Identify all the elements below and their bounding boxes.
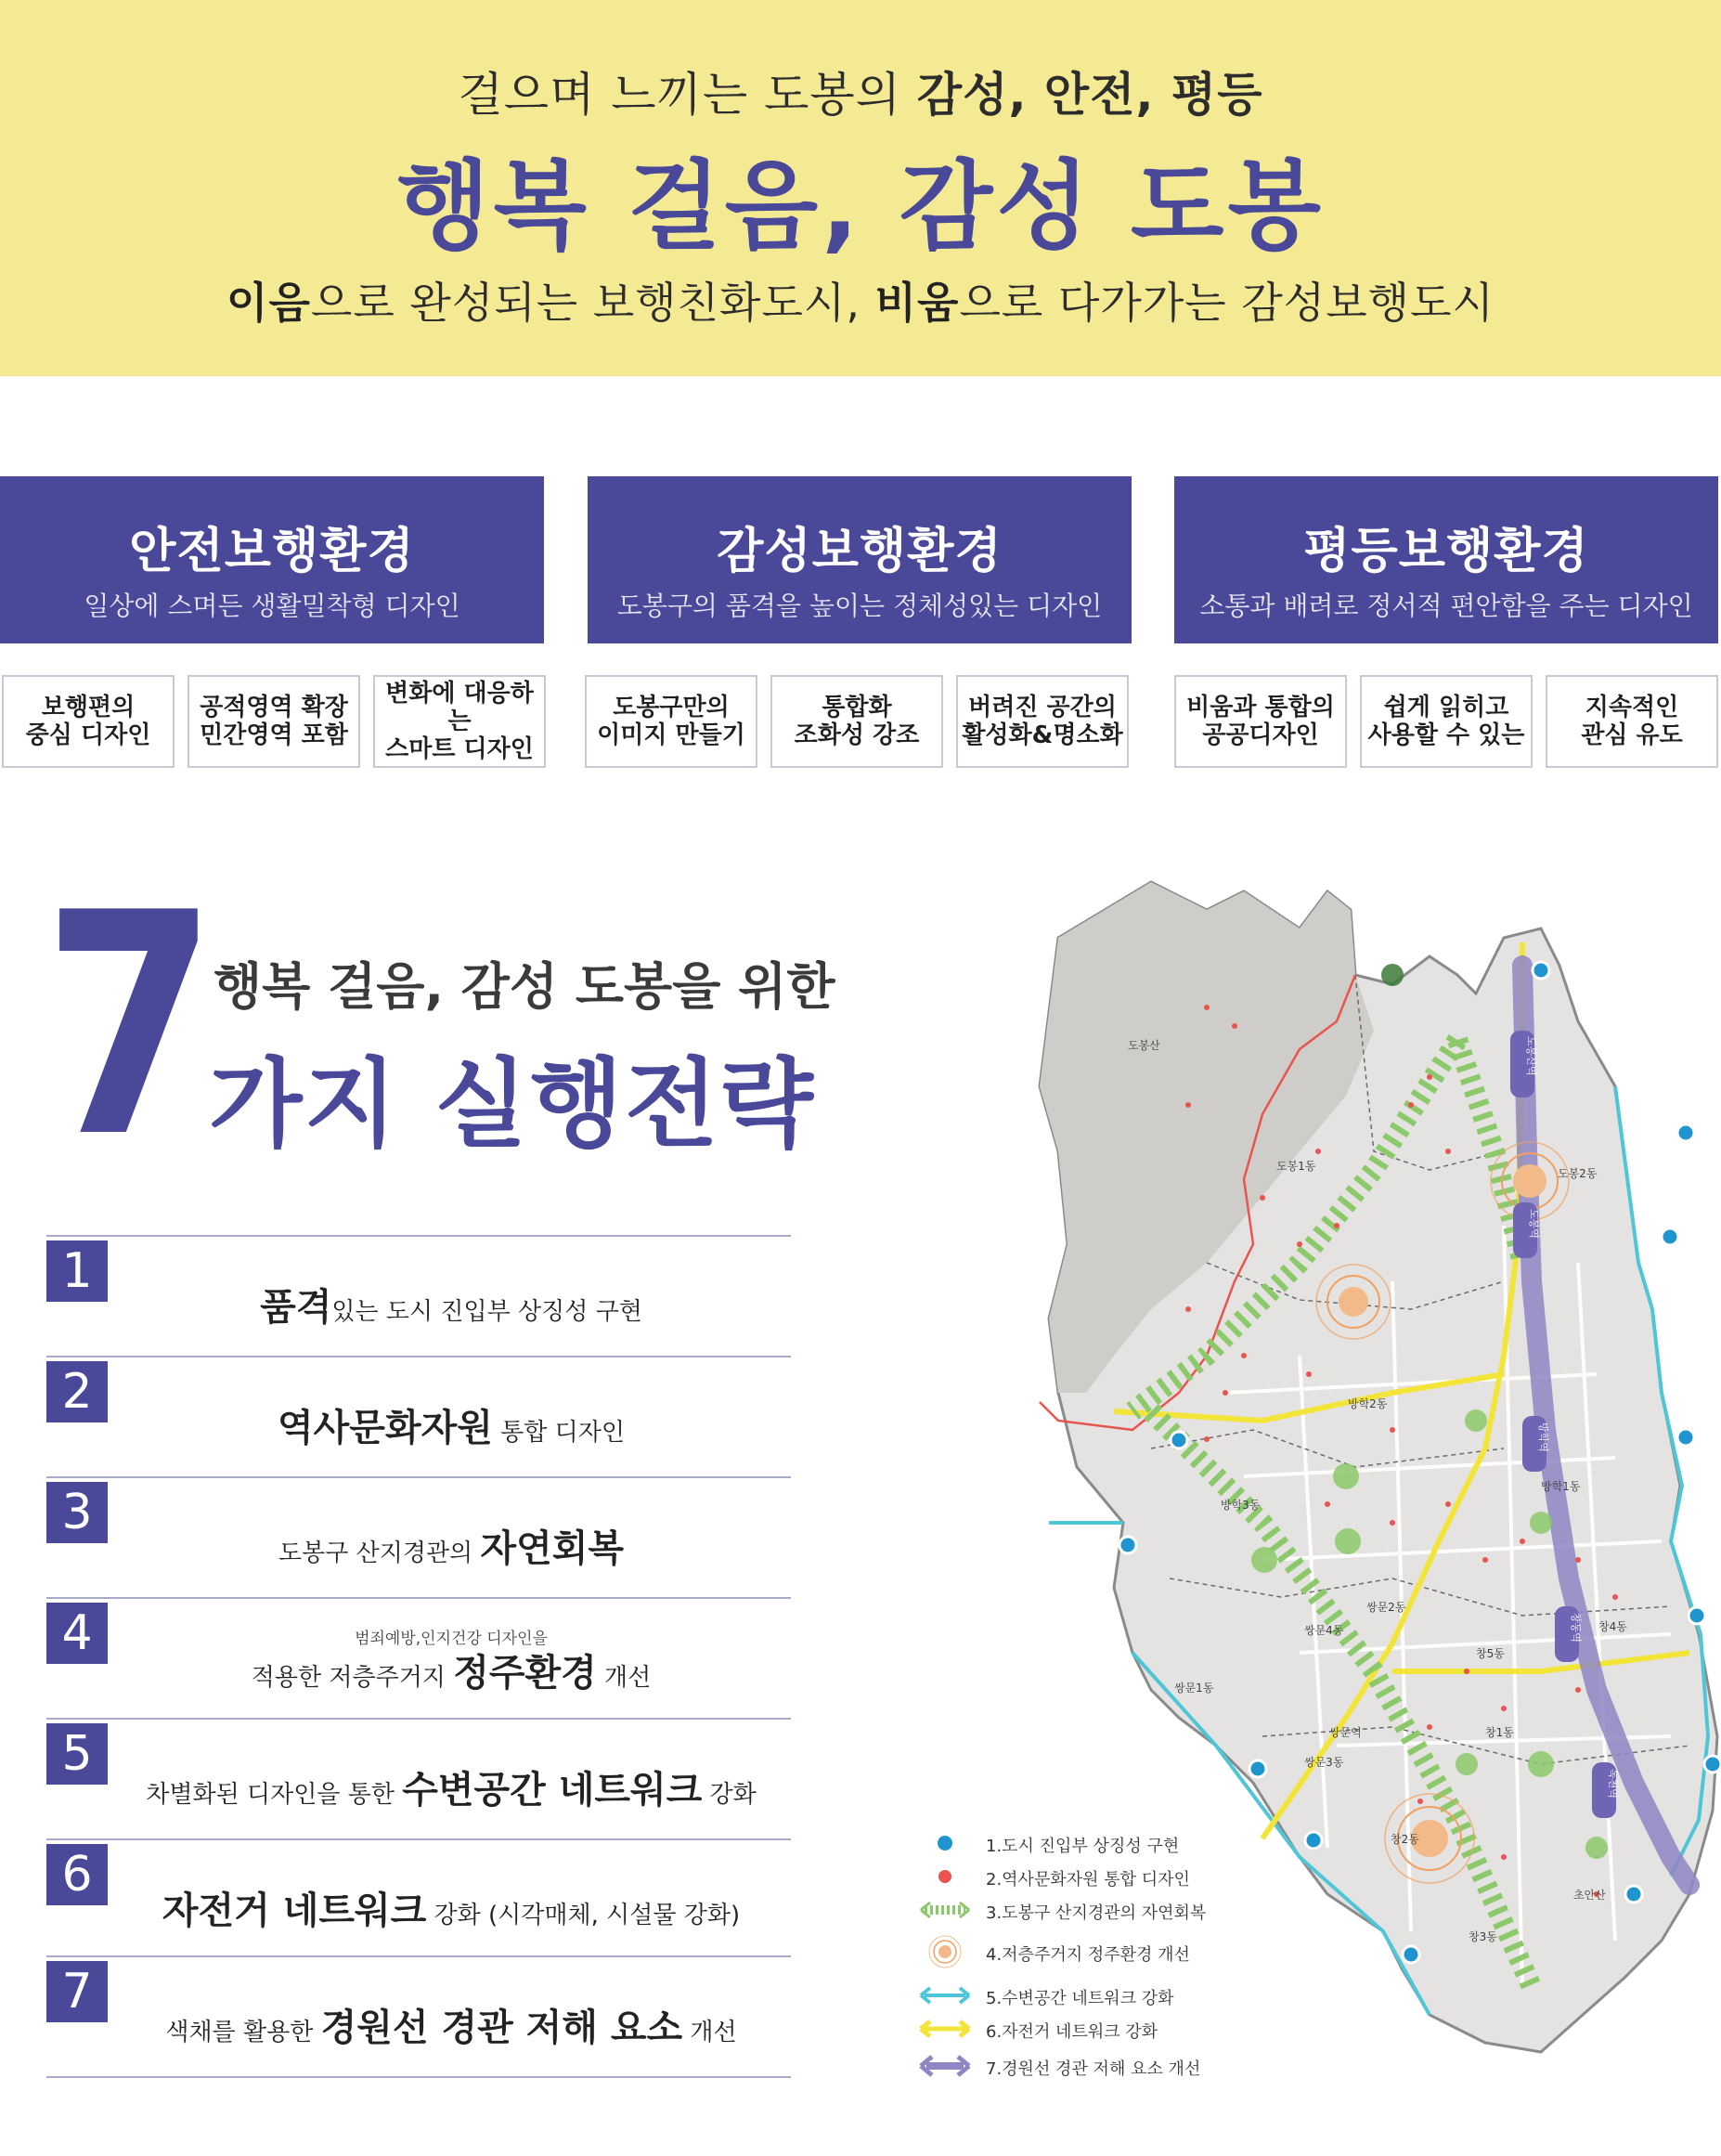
strategy-subtitle: 행복 걸음, 감성 도봉을 위한 xyxy=(214,957,835,1016)
banner-tagline: 걸으며 느끼는 도봉의 감성, 안전, 평등 xyxy=(458,68,1263,122)
strategy-row xyxy=(46,1356,791,1476)
strategy-text: 색채를 활용한 경원선 경관 저해 요소 개선 xyxy=(165,2007,737,2049)
strategy-text: 자전거 네트워크 강화 (시각매체, 시설물 강화) xyxy=(162,1890,741,1932)
strategy-number: 5 xyxy=(46,1723,108,1785)
pillar-item: 도봉구만의 이미지 만들기 xyxy=(585,675,757,768)
pillar-subtitle: 소통과 배려로 정서적 편안함을 주는 디자인 xyxy=(1199,591,1693,621)
strategy-row xyxy=(46,1838,791,1959)
legend-item: 6.자전거 네트워크 강화 xyxy=(919,2015,1235,2043)
dobong-district-map xyxy=(1021,873,1721,2071)
label-chang1: 창1동 xyxy=(1485,1726,1514,1739)
label-banghak3: 방학3동 xyxy=(1221,1499,1261,1512)
label-banghak2: 방학2동 xyxy=(1348,1397,1388,1410)
pillar-safe xyxy=(0,476,544,643)
strategy-note: 범죄예방,인지건강 디자인을 xyxy=(355,1630,548,1648)
strategy-title: 가지 실행전략 xyxy=(209,1047,815,1161)
pillar-subtitle: 도봉구의 품격을 높이는 정체성있는 디자인 xyxy=(616,591,1103,621)
pillar-title: 감성보행환경 xyxy=(717,524,1003,579)
label-chang5: 창5동 xyxy=(1476,1647,1505,1660)
strategy-number: 1 xyxy=(46,1240,108,1302)
pillar-item: 보행편의 중심 디자인 xyxy=(2,675,175,768)
legend-item: 1.도시 진입부 상징성 구현 xyxy=(919,1829,1235,1857)
label-ssangmun2: 쌍문2동 xyxy=(1366,1601,1406,1614)
strategy-number: 3 xyxy=(46,1482,108,1543)
pillar-title: 안전보행환경 xyxy=(129,524,415,579)
label-chang3: 창3동 xyxy=(1469,1930,1497,1943)
label-chang2: 창2동 xyxy=(1391,1833,1419,1846)
green-dashed-arrow-icon xyxy=(919,1896,971,1924)
strategy-row xyxy=(46,1718,791,1838)
pillar-emotional xyxy=(588,476,1132,643)
strategy-text: 범죄예방,인지건강 디자인을 적용한 저층주거지 정주환경 개선 xyxy=(111,1629,791,1696)
strategy-text: 품격있는 도시 진입부 상징성 구현 xyxy=(260,1286,642,1329)
strategy-number: 4 xyxy=(46,1603,108,1664)
strategy-row xyxy=(46,1235,791,1356)
strategy-row xyxy=(46,1476,791,1597)
pillar-equal xyxy=(1174,476,1718,643)
pillar-item: 공적영역 확장 민간영역 포함 xyxy=(188,675,360,768)
label-choansan: 초안산 xyxy=(1573,1889,1606,1902)
label-chang4: 창4동 xyxy=(1598,1620,1627,1633)
strategy-number: 7 xyxy=(46,1961,108,2022)
legend-item: 7.경원선 경관 저해 요소 개선 xyxy=(919,2052,1235,2080)
pillar-item: 통합화 조화성 강조 xyxy=(770,675,943,768)
banner-title: 행복 걸음, 감성 도봉 xyxy=(396,149,1325,263)
strategy-text: 역사문화자원 통합 디자인 xyxy=(278,1407,625,1449)
banner-slogan: 이음으로 완성되는 보행친화도시, 비움으로 다가가는 감성보행도시 xyxy=(226,278,1495,328)
divider xyxy=(46,2076,791,2078)
strategy-text: 도봉구 산지경관의 자연회복 xyxy=(278,1527,625,1570)
label-ssangmun4: 쌍문4동 xyxy=(1304,1624,1344,1637)
station-changdong: 창동역 xyxy=(1570,1613,1582,1643)
label-ssangmun3: 쌍문3동 xyxy=(1304,1756,1344,1769)
purple-arrow-icon xyxy=(919,2052,971,2080)
station-banghak: 방학역 xyxy=(1537,1422,1549,1452)
big-number-seven: 7 xyxy=(43,848,218,1204)
station-dobong: 도봉역 xyxy=(1528,1209,1540,1239)
header-banner xyxy=(0,0,1721,376)
label-dobong2: 도봉2동 xyxy=(1558,1167,1598,1180)
cyan-arrow-icon xyxy=(919,1981,971,2009)
strategy-row xyxy=(46,1597,791,1718)
legend-item: 4.저층주거지 정주환경 개선 xyxy=(919,1933,1235,1970)
pillar-item: 버려진 공간의 활성화&명소화 xyxy=(956,675,1129,768)
strategy-row xyxy=(46,1955,791,2076)
pillar-item: 변화에 대응하는 스마트 디자인 xyxy=(373,675,546,768)
pillar-item: 비움과 통합의 공공디자인 xyxy=(1174,675,1347,768)
pillar-title: 평등보행환경 xyxy=(1303,524,1589,579)
strategy-text: 차별화된 디자인을 통한 수변공간 네트워크 강화 xyxy=(146,1769,757,1812)
yellow-arrow-icon xyxy=(919,2015,971,2043)
label-ssangmun1: 쌍문1동 xyxy=(1174,1682,1214,1695)
orange-rings-icon xyxy=(919,1933,971,1970)
pillar-item: 쉽게 읽히고 사용할 수 있는 xyxy=(1360,675,1533,768)
strategy-number: 2 xyxy=(46,1361,108,1422)
strategy-number: 6 xyxy=(46,1844,108,1905)
red-dot-icon xyxy=(919,1863,971,1890)
label-dobongsan: 도봉산 xyxy=(1128,1039,1160,1052)
label-banghak1: 방학1동 xyxy=(1541,1480,1581,1493)
legend-item: 3.도봉구 산지경관의 자연회복 xyxy=(919,1896,1235,1924)
label-dobong1: 도봉1동 xyxy=(1276,1160,1316,1173)
legend-item: 5.수변공간 네트워크 강화 xyxy=(919,1981,1235,2009)
pillar-item: 지속적인 관심 유도 xyxy=(1546,675,1718,768)
pillar-subtitle: 일상에 스며든 생활밀착형 디자인 xyxy=(84,591,460,621)
blue-dot-icon xyxy=(919,1829,971,1857)
station-nokcheon: 녹천역 xyxy=(1607,1769,1619,1799)
station-dobongsan: 도봉산역 xyxy=(1525,1036,1537,1076)
legend-item: 2.역사문화자원 통합 디자인 xyxy=(919,1863,1235,1890)
label-ssangmun-station: 쌍문역 xyxy=(1329,1726,1362,1739)
